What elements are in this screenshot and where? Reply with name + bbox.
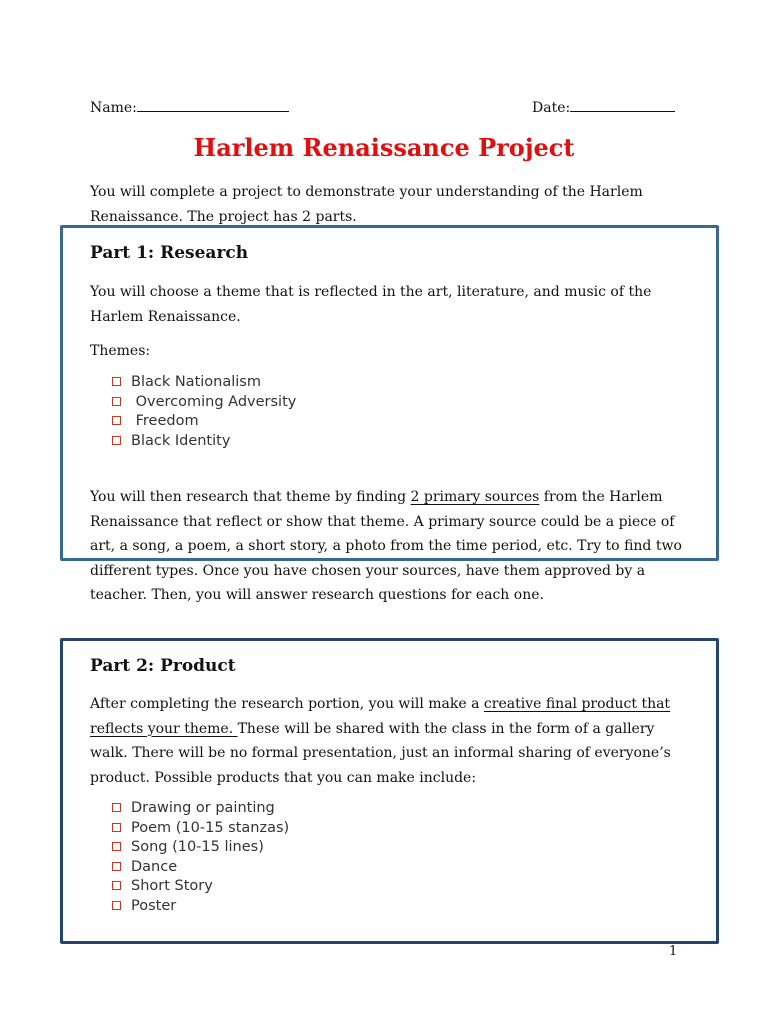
product-label: Poem (10-15 stanzas) xyxy=(131,819,290,836)
name-label: Name: xyxy=(90,100,137,116)
list-item xyxy=(112,432,296,452)
themes-label: Themes: xyxy=(90,343,151,359)
part1-line: You will choose a theme that is reflected in the art, literature, and music of the xyxy=(90,284,652,300)
list-item xyxy=(112,393,296,413)
research-line: teacher. Then, you will answer research questions for each one. xyxy=(90,587,544,603)
date-blank-line xyxy=(570,97,675,112)
part2-heading: Part 2: Product xyxy=(90,656,236,676)
theme-label: Black Identity xyxy=(131,432,231,449)
research-line xyxy=(90,485,682,510)
checkbox-icon xyxy=(112,803,121,812)
list-item xyxy=(112,819,289,839)
reflects-theme-underlined: reflects your theme. xyxy=(90,720,238,737)
research-line: different types. Once you have chosen your sources, have them approved by a xyxy=(90,562,646,579)
theme-label: Freedom xyxy=(131,413,199,429)
research-text: from the Harlem xyxy=(539,489,663,505)
list-item xyxy=(112,412,296,432)
part2-paragraph xyxy=(90,692,671,790)
checkbox-icon xyxy=(112,862,121,871)
page-title: Harlem Renaissance Project xyxy=(193,133,575,162)
part1-heading: Part 1: Research xyxy=(90,243,249,263)
intro-paragraph xyxy=(90,180,643,229)
part1-line: Harlem Renaissance. xyxy=(90,308,241,325)
page-number: 1 xyxy=(669,944,678,959)
list-item xyxy=(112,897,289,917)
part2-line: walk. There will be no formal presentation, just an informal sharing of everyone’s xyxy=(90,745,671,761)
list-item xyxy=(112,799,289,819)
name-blank-line xyxy=(137,97,289,112)
part1-intro xyxy=(90,280,651,329)
checkbox-icon xyxy=(112,397,121,406)
primary-sources-underlined: 2 primary sources xyxy=(410,489,540,505)
research-paragraph xyxy=(90,485,682,608)
name-field xyxy=(90,97,289,116)
checkbox-icon xyxy=(112,377,121,386)
date-field xyxy=(532,97,675,116)
product-label: Dance xyxy=(131,858,178,875)
part2-text: After completing the research portion, you will make a xyxy=(90,696,484,712)
part2-line xyxy=(90,717,671,742)
checkbox-icon xyxy=(112,823,121,832)
intro-line: You will complete a project to demonstrate your understanding of the Harlem xyxy=(90,184,643,200)
list-item xyxy=(112,373,296,393)
theme-label: Black Nationalism xyxy=(131,374,261,390)
product-label: Drawing or painting xyxy=(131,800,275,816)
themes-list xyxy=(112,373,296,451)
products-list xyxy=(112,799,289,916)
list-item xyxy=(112,877,289,897)
product-label: Song (10-15 lines) xyxy=(131,839,264,855)
part2-text: These will be shared with the class in the form of a gallery xyxy=(237,720,655,737)
research-text: You will then research that theme by finding xyxy=(90,489,411,505)
research-line: art, a song, a poem, a short story, a photo from the time period, etc. Try to find two xyxy=(90,538,682,554)
research-line: Renaissance that reflect or show that theme. A primary source could be a piece of xyxy=(90,513,675,530)
list-item xyxy=(112,858,289,878)
date-label: Date: xyxy=(532,100,571,116)
part2-line xyxy=(90,692,671,717)
product-label: Poster xyxy=(131,897,177,914)
checkbox-icon xyxy=(112,436,121,445)
intro-line: Renaissance. The project has 2 parts. xyxy=(90,208,357,225)
checkbox-icon xyxy=(112,842,121,851)
checkbox-icon xyxy=(112,881,121,890)
checkbox-icon xyxy=(112,901,121,910)
list-item xyxy=(112,838,289,858)
theme-label: Overcoming Adversity xyxy=(131,393,297,410)
product-label: Short Story xyxy=(131,878,213,894)
part2-line: product. Possible products that you can make include: xyxy=(90,769,477,786)
creative-product-underlined: creative final product that xyxy=(483,696,671,712)
checkbox-icon xyxy=(112,416,121,425)
